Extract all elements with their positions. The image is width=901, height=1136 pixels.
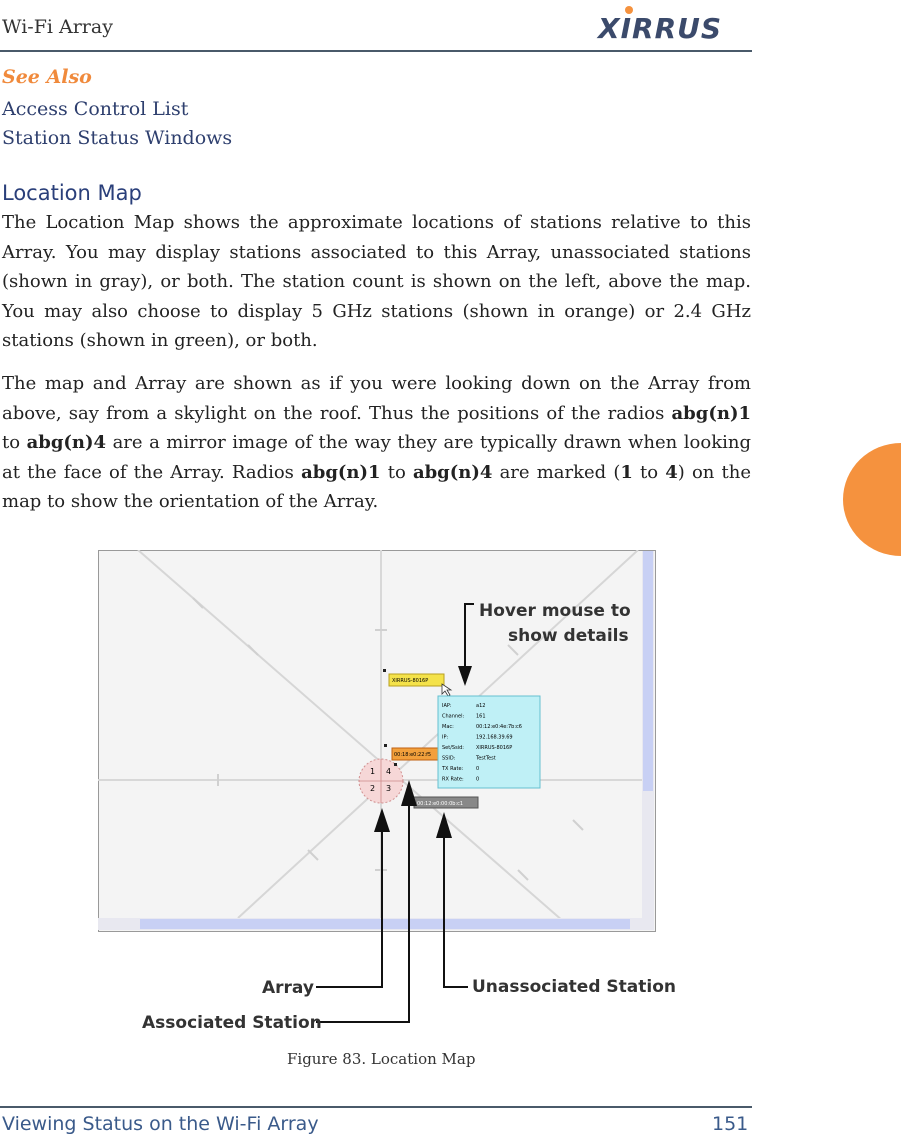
footer-rule	[0, 1106, 752, 1108]
paragraph-2: The map and Array are shown as if you were looking down on the Array from above, say from a skylight on the roof. Thus the positions of the radios abg(n)1 to abg(n)4 are a mirror image of the way they are typically drawn when looking at the face of the Array. Radios abg(n)1 to abg(n)4 are marked (1 to 4) on the map to show the orientation of the Array.	[2, 373, 752, 512]
link-access-control-list[interactable]: Access Control List	[2, 98, 189, 120]
section-title: Location Map	[2, 181, 142, 205]
tooltip-value: a12	[476, 703, 486, 709]
tooltip-value: 0	[476, 766, 480, 772]
callout-hover-line1: Hover mouse to	[479, 601, 631, 621]
tooltip-key: TX Rate:	[442, 766, 464, 772]
station-yellow-label: XIRRUS-8016P	[392, 678, 429, 684]
svg-text:XIRRUS: XIRRUS	[598, 12, 723, 44]
callout-array: Array	[262, 978, 314, 998]
tooltip-key: SSID:	[442, 755, 456, 762]
station-gray-label: 00:12:e0:00:0b:c1	[417, 801, 464, 807]
station-orange-label: 00:18:e0:22:f5	[394, 752, 432, 758]
callout-associated-station: Associated Station	[142, 1013, 322, 1033]
header-title: Wi-Fi Array	[2, 16, 113, 38]
callout-unassociated-station: Unassociated Station	[472, 977, 676, 997]
radio-4-label: 4	[386, 767, 392, 776]
page-number: 151	[712, 1113, 749, 1135]
tooltip-value: 0	[476, 776, 480, 783]
tooltip-key: Set/Ssid:	[442, 745, 464, 751]
radio-2-label: 2	[370, 784, 376, 793]
footer-section-title: Viewing Status on the Wi-Fi Array	[2, 1113, 319, 1135]
tooltip-value: 192.168.39.69	[476, 734, 513, 741]
link-station-status-windows[interactable]: Station Status Windows	[2, 127, 233, 149]
radio-1-label: 1	[370, 767, 376, 776]
tooltip-key: IAP:	[442, 703, 452, 709]
paragraph-1: The Location Map shows the approximate locations of stations relative to this Array. You may display stations associated to this Array, unassociated stations (shown in gray), or both. The station count is shown on the left, above the map. You may also choose to display 5 GHz stations (shown in orange) or 2.4 GHz stations (shown in green), or both.	[2, 212, 751, 351]
tooltip-value: TestTest	[476, 755, 496, 762]
see-also-heading: See Also	[2, 66, 92, 88]
callout-hover-line2: show details	[508, 626, 629, 646]
figure-caption: Figure 83. Location Map	[287, 1050, 476, 1068]
tooltip-key: RX Rate:	[442, 776, 464, 783]
radio-3-label: 3	[386, 784, 392, 793]
tooltip-value: 161	[476, 713, 486, 720]
tooltip-key: Channel:	[442, 713, 465, 720]
tooltip-value: XIRRUS-8016P	[476, 745, 513, 751]
tooltip-key: Mac:	[442, 724, 454, 730]
tooltip-value: 00:12:e0:4e:7b:c6	[476, 724, 522, 730]
tooltip-key: IP:	[442, 734, 449, 741]
